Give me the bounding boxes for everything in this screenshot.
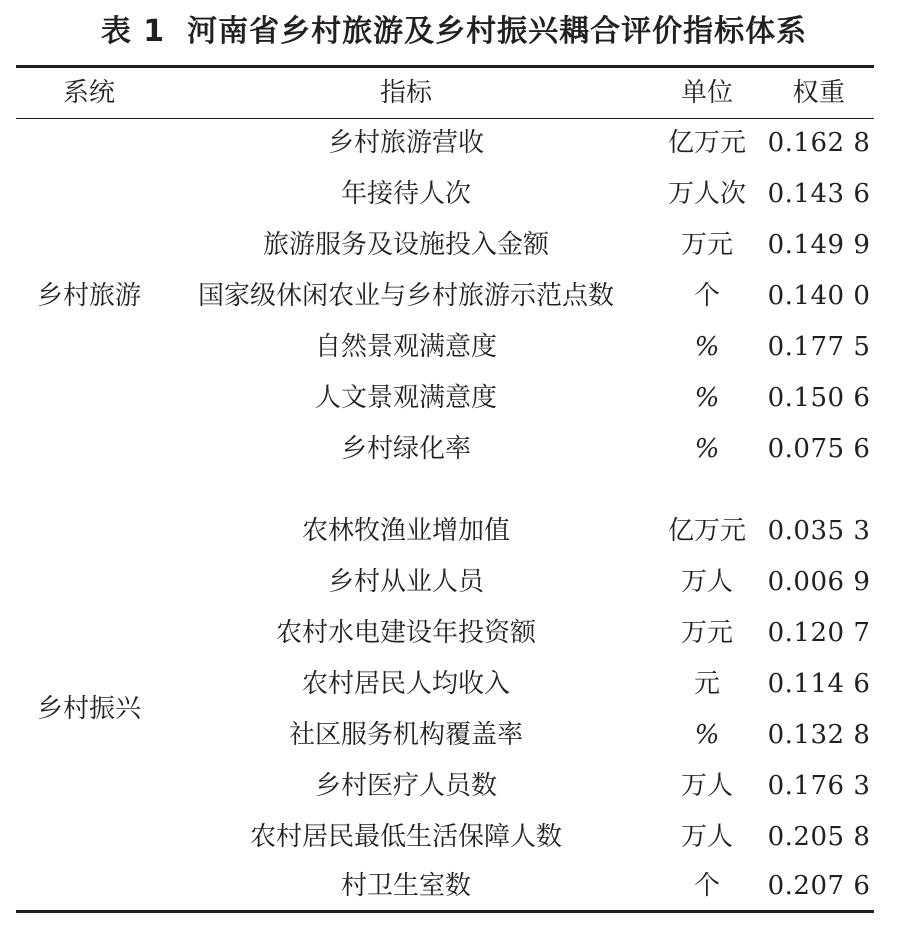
table-row-weight: 0.132 8 xyxy=(767,720,871,750)
table-row-weight: 0.162 8 xyxy=(767,128,871,158)
table-row-unit: % xyxy=(694,720,720,750)
header-unit: 单位 xyxy=(680,78,733,108)
table-number: 表 1 xyxy=(100,14,166,49)
table-row-indicator: 乡村医疗人员数 xyxy=(314,771,497,801)
table-row-unit: 亿万元 xyxy=(667,516,746,546)
table-row-weight: 0.140 0 xyxy=(767,281,871,311)
table-row-unit: 亿万元 xyxy=(667,128,746,158)
table-row-indicator: 农林牧渔业增加值 xyxy=(301,516,510,546)
table-row-weight: 0.143 6 xyxy=(767,179,871,209)
table-row-unit: % xyxy=(694,332,720,362)
table-row-indicator: 农村居民最低生活保障人数 xyxy=(249,822,562,852)
table-row-unit: 万人次 xyxy=(667,179,746,209)
table-row-unit: % xyxy=(694,434,720,464)
table-row-indicator: 人文景观满意度 xyxy=(314,383,497,413)
table-row-indicator: 国家级休闲农业与乡村旅游示范点数 xyxy=(197,281,614,311)
table-row-weight: 0.114 6 xyxy=(767,669,871,699)
table-row-indicator: 农村水电建设年投资额 xyxy=(275,618,536,648)
header-system: 系统 xyxy=(62,78,115,108)
table-row-unit: 万元 xyxy=(680,230,733,260)
table-row-unit: 万人 xyxy=(680,567,733,597)
bottom-rule xyxy=(16,910,874,913)
group-system-label: 乡村旅游 xyxy=(36,281,141,311)
table-row-weight: 0.207 6 xyxy=(767,871,871,901)
table-row-weight: 0.035 3 xyxy=(767,516,871,546)
table-row-indicator: 乡村绿化率 xyxy=(340,434,471,464)
table-row-weight: 0.006 9 xyxy=(767,567,871,597)
table-row-weight: 0.075 6 xyxy=(767,434,871,464)
table-title xyxy=(0,8,908,56)
table-row-weight: 0.176 3 xyxy=(767,771,871,801)
table-row-weight: 0.150 6 xyxy=(767,383,871,413)
table-row-unit: 个 xyxy=(693,281,720,311)
table-row-indicator: 村卫生室数 xyxy=(340,871,471,901)
table-row-weight: 0.149 9 xyxy=(767,230,871,260)
table-row-weight: 0.205 8 xyxy=(767,822,871,852)
table-row-unit: 元 xyxy=(693,669,720,699)
table-row-indicator: 社区服务机构覆盖率 xyxy=(288,720,523,750)
header-indicator: 指标 xyxy=(379,78,432,108)
table-row-indicator: 年接待人次 xyxy=(340,179,471,209)
table-row-unit: 个 xyxy=(693,871,720,901)
table-row-indicator: 农村居民人均收入 xyxy=(301,669,510,699)
table-row-indicator: 自然景观满意度 xyxy=(314,332,497,362)
table-row-indicator: 旅游服务及设施投入金额 xyxy=(262,230,549,260)
table-row-unit: % xyxy=(694,383,720,413)
table-row-unit: 万元 xyxy=(680,618,733,648)
table-row-unit: 万人 xyxy=(680,771,733,801)
group-system-label: 乡村振兴 xyxy=(36,694,141,724)
table-row-weight: 0.120 7 xyxy=(767,618,871,648)
table-row-indicator: 乡村从业人员 xyxy=(327,567,484,597)
table-caption: 河南省乡村旅游及乡村振兴耦合评价指标体系 xyxy=(187,14,808,49)
table-row-indicator: 乡村旅游营收 xyxy=(327,128,484,158)
table-row-unit: 万人 xyxy=(680,822,733,852)
table-row-weight: 0.177 5 xyxy=(767,332,871,362)
header-weight: 权重 xyxy=(792,78,846,108)
